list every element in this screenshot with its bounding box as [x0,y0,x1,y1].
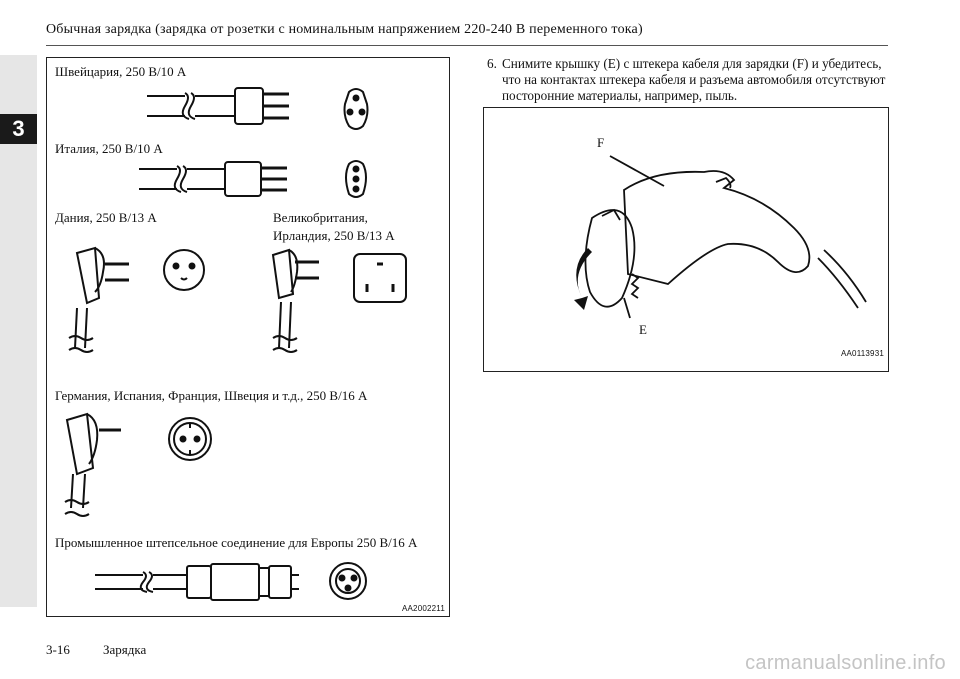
chapter-tab: 3 [0,114,37,144]
step-number: 6. [487,56,497,71]
watermark: carmanualsonline.info [745,652,946,674]
swiss-socket-icon [345,89,368,129]
header-divider [46,45,888,46]
italy-plug-icon [139,162,287,196]
label-uk-line1: Великобритания, [273,210,368,225]
cable-icon [818,258,858,308]
label-uk-line2: Ирландия, 250 В/13 А [273,228,395,243]
plug-drawings [47,58,449,616]
label-industrial: Промышленное штепсельное соединение для Европы 250 В/16 А [55,535,418,550]
callout-f: F [597,135,605,150]
plug-types-figure [46,57,450,617]
label-germany: Германия, Испания, Франция, Швеция и т.д., 250 В/16 А [55,388,368,403]
italy-socket-icon [346,161,366,197]
label-denmark: Дания, 250 В/13 А [55,210,157,225]
left-figure-code: AA2002211 [401,604,445,613]
step-text: Снимите крышку (E) с штекера кабеля для зарядки (F) и убедитесь, что на контактах штекера кабеля и разъема автомобиля отсутствуют посторонние материалы, например, пыль. [502,56,886,103]
callout-line-f [610,156,664,186]
right-figure-code: AA0113931 [840,349,884,358]
footer-section-name: Зарядка [103,642,147,657]
charging-plug-figure [483,107,889,372]
removal-arrow-icon [574,248,592,310]
callout-line-e [624,298,630,318]
page-header-title: Обычная зарядка (зарядка от розетки с номинальным напряжением 220-240 В переменного тока) [46,22,643,37]
uk-socket-icon [354,254,406,302]
denmark-plug-icon [69,248,129,352]
charging-plug-drawing [484,108,888,371]
label-italy: Италия, 250 В/10 А [55,141,163,156]
schuko-socket-icon [169,418,211,460]
swiss-plug-icon [147,88,289,124]
uk-plug-icon [273,250,319,352]
industrial-socket-icon [330,563,366,599]
footer-page-number: 3-16 [46,642,70,657]
callout-e: E [639,322,647,337]
schuko-plug-icon [65,414,121,516]
step-6 [487,56,891,104]
denmark-socket-icon [164,250,204,290]
industrial-plug-icon [95,564,299,600]
plug-body-icon [624,171,809,284]
label-switzerland: Швейцария, 250 В/10 А [55,64,187,79]
